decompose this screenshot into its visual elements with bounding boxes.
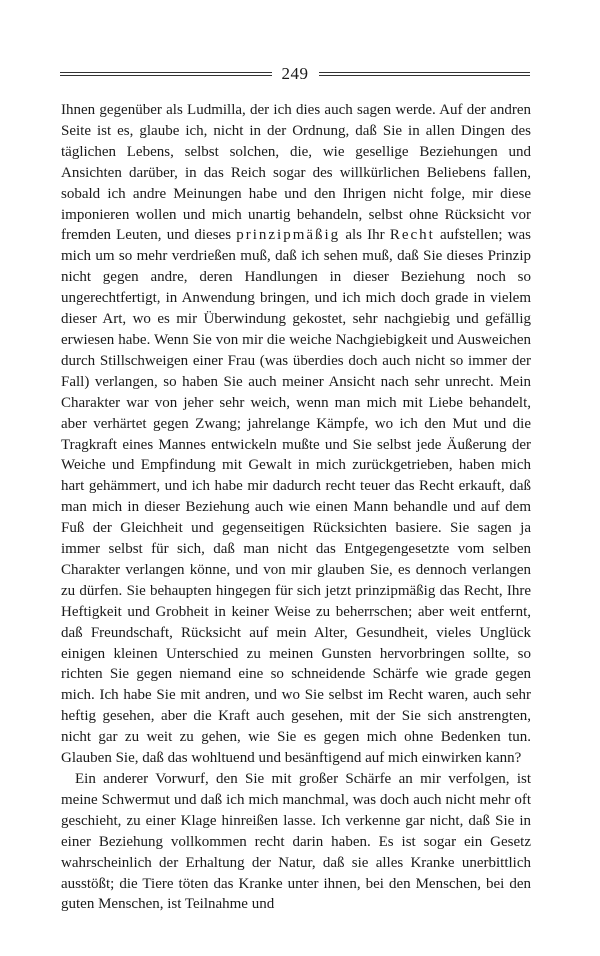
- left-double-rule: [60, 72, 272, 76]
- paragraph-text: als Ihr: [340, 227, 390, 244]
- paragraph-text: Ein anderer Vorwurf, den Sie mit großer Schärfe an mir verfolgen, ist meine Schwermut und daß ich mich manchmal, was doch auch nicht mehr oft geschieht, zu einer Klage hinreißen lasse. Ich verkenne gar nicht, daß Sie in einer Beziehung vollkommen recht darin haben. Es ist sogar ein Gesetz wahrscheinlich der Erhaltung der Natur, daß sie alles Kranke unerbittlich ausstößt; die Tiere töten das Kranke unter ihnen, bei den Menschen, bei den guten Menschen, ist Teilnahme und: [61, 771, 531, 913]
- paragraph: [61, 100, 531, 769]
- emphasized-spaced-text: Recht: [389, 227, 435, 244]
- page-number: 249: [281, 64, 309, 83]
- right-double-rule: [319, 72, 531, 76]
- paragraph-text: Ihnen gegenüber als Ludmilla, der ich dies auch sagen werde. Auf der andren Seite ist es, glaube ich, nicht in der Ordnung, daß Sie in allen Dingen des täglichen Lebens, selbst solchen, die, wie gesellige Beziehungen und Ansichten darüber, in das Reich sogar des willkürlichen Beliebens fallen, sobald ich andre Meinungen habe und den Ihrigen nicht folge, mir diese imponieren wollen und mich unartig behandeln, selbst ohne Rücksicht vor fremden Leuten, und dieses: [61, 102, 531, 244]
- paragraph: [61, 769, 531, 915]
- body-text: [61, 100, 531, 915]
- paragraph-text: aufstellen; was mich um so mehr verdrießen muß, daß ich sehen muß, daß Sie dieses Prinzip nicht gegen andre, deren Handlungen in dieser Beziehung noch so ungerechtfertigt, in Anwendung bringen, und ich mich doch grade in vielem dieser Art, wo es mir Überwindung gekostet, sehr nachgiebig und gefällig erwiesen habe. Wenn Sie von mir die weiche Nachgiebigkeit und Ausweichen durch Stillschweigen einer Frau (was überdies doch auch nicht so immer der Fall) verlangen, so haben Sie auch meiner Ansicht nach sehr unrecht. Mein Charakter war von jeher sehr weich, wenn man mich mit Liebe behandelt, aber verhärtet gegen Zwang; jahrelange Kämpfe, wo ich den Mut und die Tragkraft eines Mannes entwickeln mußte und Sie selbst jede Äußerung der Weiche und Empfindung mit Gewalt in mich zurückgetrieben, haben mich hart gehämmert, und ich habe mir dadurch recht teuer das Recht erkauft, daß man mich in dieser Beziehung auch wie einen Mann behandle und auf dem Fuß der Gleichheit und gegenseitigen Rücksichten basiere. Sie sagen ja immer selbst für sich, daß man nicht das Entgegengesetzte vom selben Charakter verlangen könne, und von mir glauben Sie, es dennoch verlangen zu dürfen. Sie behaupten hingegen für sich jetzt prinzipmäßig das Recht, Ihre Heftigkeit und Grobheit in keiner Weise zu beherrschen; aber weit entfernt, daß Freundschaft, Rücksicht auf mein Alter, Gesundheit, vieles Unglück einigen kleinen Unterschied zu meinen Gunsten hervorbringen sollte, so richten Sie gegen niemand eine so schneidende Schärfe wie grade gegen mich. Ich habe Sie mit andren, und wo Sie selbst im Recht waren, auch sehr heftig gesehen, aber die Kraft auch gesehen, mit der Sie sich anstrengten, nicht gar zu weit zu gehen, wie Sie es gegen mich ohne Bedenken tun. Glauben Sie, daß das wohltuend und besänftigend auf mich einwirken kann?: [61, 227, 531, 767]
- emphasized-spaced-text: prinzipmäßig: [236, 227, 341, 244]
- running-head: [60, 63, 530, 85]
